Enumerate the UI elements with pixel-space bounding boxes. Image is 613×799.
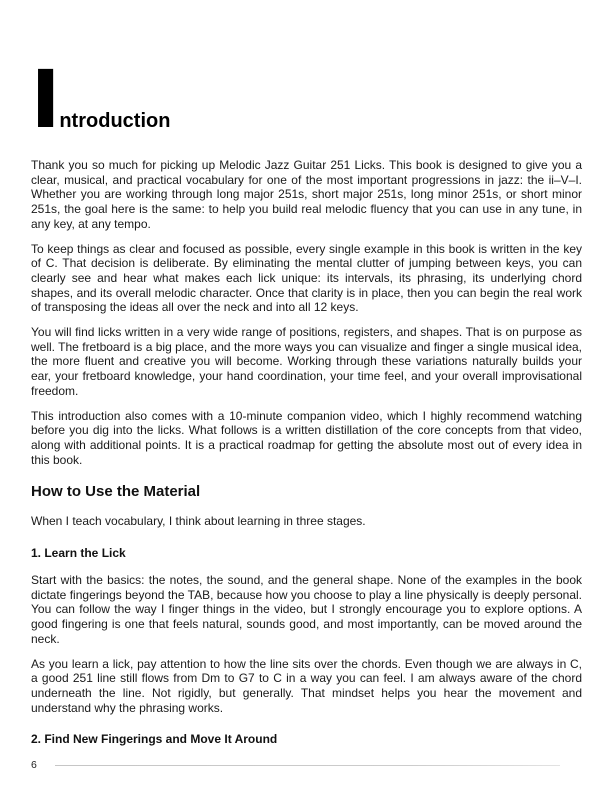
paragraph-companion-video: This introduction also comes with a 10-minute companion video, which I highly recommend watching before you dig into the licks. What follows is a written distillation of the core concepts from that video, along with additional points. It is a practical roadmap for getting the absolute most out of every idea in this book.: [31, 408, 582, 467]
step-1-heading: 1. Learn the Lick: [31, 546, 126, 561]
chapter-title-dropcap: I: [31, 51, 61, 145]
paragraph-thanks: Thank you so much for picking up Melodic Jazz Guitar 251 Licks. This book is designed to give you a clear, musical, and practical vocabulary for one of the most important progressions in jazz: the ii–V–I. Whether you are working through long major 251s, short major 251s, long minor 251s, or short minor 251s, the goal here is the same: to help you build real melodic fluency that you can use in any tune, in any key, at any tempo.: [31, 158, 582, 231]
footer-rule: [55, 765, 560, 766]
paragraph-three-stages: When I teach vocabulary, I think about learning in three stages.: [31, 514, 366, 529]
chapter-body: [31, 158, 582, 746]
chapter-title: [31, 51, 582, 145]
paragraph-line-over-chords: As you learn a lick, pay attention to how the line sits over the chords. Even though we are always in C, a good 251 line still flows from Dm to G7 to C in a way you can feel. I am always aware of the chord underneath the line. Not rigidly, but generally. That mindset helps you hear the movement and understand why the phrasing works.: [31, 656, 582, 715]
chapter-title-rest: ntroduction: [59, 110, 171, 132]
page-number: 6: [31, 759, 37, 771]
paragraph-positions: You will find licks written in a very wide range of positions, registers, and shapes. That is on purpose as well. The fretboard is a big place, and the more ways you can visualize and finger a single musical idea, the more fluent and creative you will become. Working through these variations naturally builds your ear, your fretboard knowledge, your hand coordination, your time feel, and your overall improvisational freedom.: [31, 325, 582, 398]
paragraph-key-of-c: To keep things as clear and focused as possible, every single example in this book is written in the key of C. That decision is deliberate. By eliminating the mental clutter of jumping between keys, you can clearly see and hear what makes each lick unique: its intervals, its phrasing, its underlying chord shapes, and its overall melodic character. Once that clarity is in place, then you can begin the real work of transposing the ideas all over the neck and into all 12 keys.: [31, 241, 582, 315]
step-2-heading: 2. Find New Fingerings and Move It Around: [31, 732, 278, 747]
section-heading-how-to-use-the-material: How to Use the Material: [31, 483, 201, 501]
paragraph-learn-basics: Start with the basics: the notes, the sound, and the general shape. None of the examples in the book dictate fingerings beyond the TAB, because how you choose to play a line physically is deeply personal. You can follow the way I finger things in the video, but I strongly encourage you to explore options. A good fingering is one that feels natural, sounds good, and most importantly, can be moved around the neck.: [31, 573, 582, 646]
